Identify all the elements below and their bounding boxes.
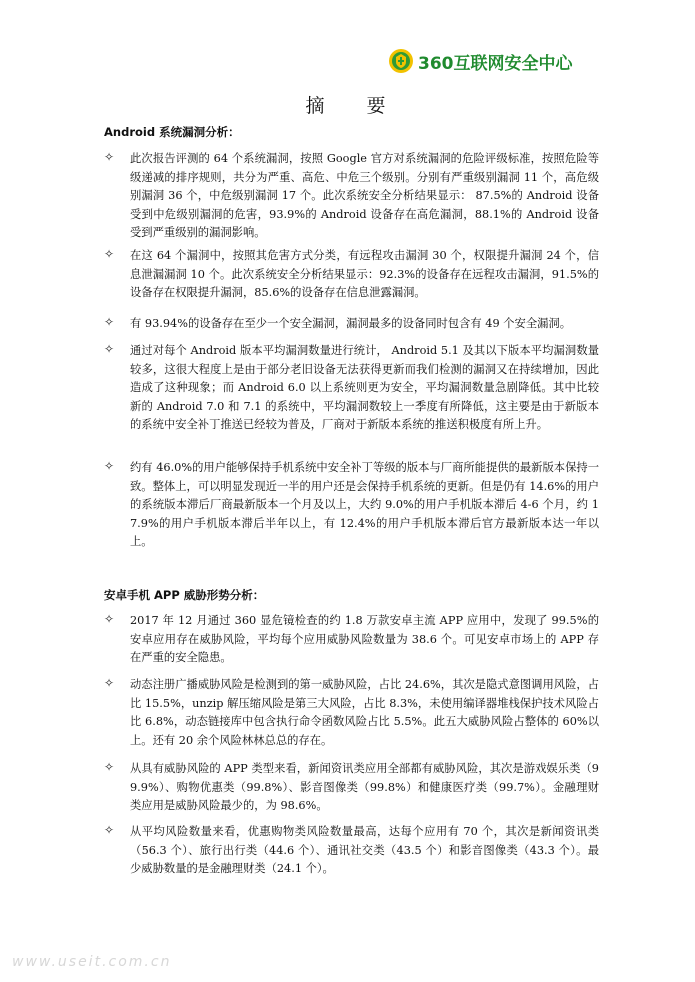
diamond-bullet-icon: ✧	[104, 315, 115, 329]
bullet-text: 有 93.94%的设备存在至少一个安全漏洞，漏洞最多的设备同时包含有 49 个安全漏洞。	[130, 317, 572, 330]
section-heading-android: Android 系统漏洞分析：	[104, 125, 240, 139]
list-item	[104, 612, 599, 668]
list-item	[104, 676, 599, 750]
bullet-text: 2017 年 12 月通过 360 显危镜检查的约 1.8 万款安卓主流 APP 应用中，发现了 99.5%的安卓应用存在威胁风险，平均每个应用威胁风险数量为 38.6 个。可见安卓市场上的 APP 存在严重的安全隐患。	[130, 614, 599, 664]
bullet-text: 此次报告评测的 64 个系统漏洞，按照 Google 官方对系统漏洞的危险评级标准，按照危险等级递减的排序规则，共分为严重、高危、中危三个级别。分别有严重级别漏洞 11 个，高危级别漏洞 36 个，中危级别漏洞 17 个。此次系统安全分析结果显示： 87.5%的 Android 设备受到中危级别漏洞的危害，93.9%的 Android 设备存在高危漏洞，88.1%的 Android 设备受到严重级别的漏洞影响。	[130, 152, 599, 239]
bullet-text: 动态注册广播威胁风险是检测到的第一威胁风险，占比 24.6%，其次是隐式意图调用风险，占比 15.5%，unzip 解压缩风险是第三大风险，占比 8.3%，未使用编译器堆栈保护技术风险占比 6.8%，动态链接库中包含执行命令函数风险占比 5.5%。此五大威胁风险占整体的 60%以上。还有 20 余个风险林林总总的存在。	[130, 678, 599, 747]
section-heading-app: 安卓手机 APP 威胁形势分析：	[104, 588, 265, 602]
bullet-text: 从平均风险数量来看，优惠购物类风险数量最高，达每个应用有 70 个，其次是新闻资讯类（56.3 个）、旅行出行类（44.6 个）、通讯社交类（43.5 个）和影音图像类（43.3 个）。最少威胁数量的是金融理财类（24.1 个）。	[130, 825, 599, 875]
diamond-bullet-icon: ✧	[104, 612, 115, 626]
list-item	[104, 459, 599, 552]
diamond-bullet-icon: ✧	[104, 342, 115, 356]
list-item	[104, 342, 599, 435]
diamond-bullet-icon: ✧	[104, 823, 115, 837]
brand-logo	[388, 46, 573, 76]
bullet-text: 通过对每个 Android 版本平均漏洞数量进行统计， Android 5.1 及其以下版本平均漏洞数量较多，这很大程度上是由于部分老旧设备无法获得更新而我们检测的漏洞又在持续增加，因此造成了这种现象；而 Android 6.0 以上系统则更为安全，平均漏洞数量急剧降低。其中比较新的 Android 7.0 和 7.1 的系统中，平均漏洞数较上一季度有所降低，这主要是由于新版本的系统中安全补丁推送已经较为普及，厂商对于新版本系统的推送积极度有所上升。	[130, 344, 599, 431]
360-shield-icon	[388, 48, 414, 74]
diamond-bullet-icon: ✧	[104, 459, 115, 473]
diamond-bullet-icon: ✧	[104, 247, 115, 261]
list-item	[104, 760, 599, 816]
list-item	[104, 315, 599, 334]
list-item	[104, 247, 599, 303]
bullet-text: 约有 46.0%的用户能够保持手机系统中安全补丁等级的版本与厂商所能提供的最新版本保持一致。整体上，可以明显发现近一半的用户还是会保持手机系统的更新。但是仍有 14.6%的用户的系统版本滞后厂商最新版本一个月及以上，大约 9.0%的用户手机版本滞后 4-6 个月，约 17.9%的用户手机版本滞后半年以上，有 12.4%的用户手机版本滞后官方最新版本达一年以上。	[130, 461, 599, 548]
watermark: www.useit.com.cn	[12, 954, 172, 970]
brand-name: 360互联网安全中心	[418, 53, 573, 74]
diamond-bullet-icon: ✧	[104, 760, 115, 774]
bullet-text: 在这 64 个漏洞中，按照其危害方式分类，有远程攻击漏洞 30 个，权限提升漏洞 24 个，信息泄漏漏洞 10 个。此次系统安全分析结果显示：92.3%的设备存在远程攻击漏洞，91.5%的设备存在权限提升漏洞，85.6%的设备存在信息泄露漏洞。	[130, 249, 599, 299]
diamond-bullet-icon: ✧	[104, 676, 115, 690]
list-item	[104, 823, 599, 879]
bullet-text: 从具有威胁风险的 APP 类型来看，新闻资讯类应用全部都有威胁风险，其次是游戏娱乐类（99.9%）、购物优惠类（99.8%）、影音图像类（99.8%）和健康医疗类（99.7%）。金融理财类应用是威胁风险最少的，为 98.6%。	[130, 762, 599, 812]
page-title: 摘 要	[305, 95, 404, 117]
list-item	[104, 150, 599, 243]
diamond-bullet-icon: ✧	[104, 150, 115, 164]
